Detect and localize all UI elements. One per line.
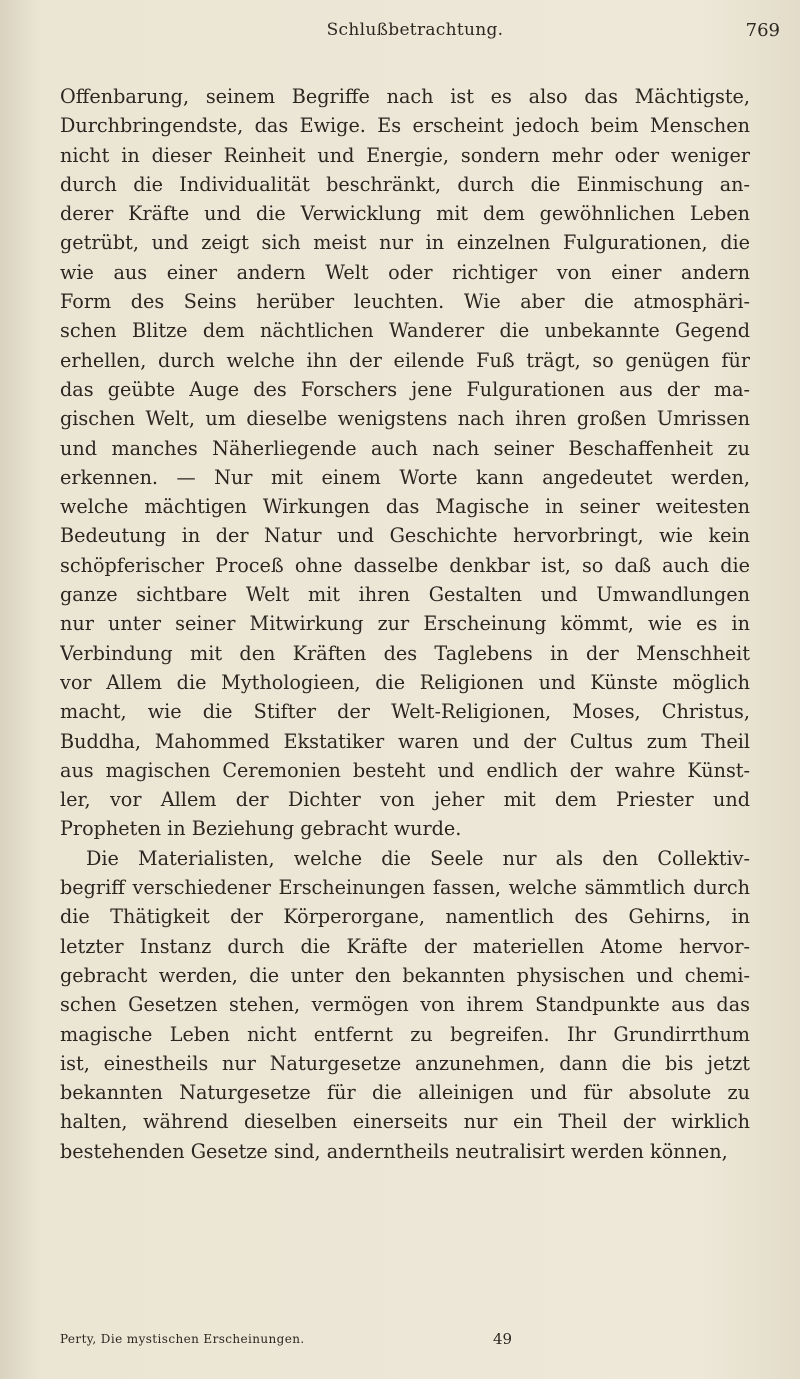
text-line: vor Allem die Mythologieen, die Religionen und Künste möglich	[60, 670, 750, 694]
text-line: das geübte Auge des Forschers jene Fulgurationen aus der ma-	[60, 377, 750, 401]
text-line: Bedeutung in der Natur und Geschichte hervorbringt, wie kein	[60, 524, 750, 548]
text-line: bekannten Naturgesetze für die alleinigen und für absolute zu	[60, 1081, 750, 1105]
text-line: welche mächtigen Wirkungen das Magische in seiner weitesten	[60, 495, 750, 519]
text-line: schen Blitze dem nächtlichen Wanderer die unbekannte Gegend	[60, 319, 750, 343]
text-line: erhellen, durch welche ihn der eilende Fuß trägt, so genügen für	[60, 348, 750, 372]
page-header	[90, 20, 780, 44]
text-line: wie aus einer andern Welt oder richtiger von einer andern	[60, 260, 750, 284]
text-line: erkennen. — Nur mit einem Worte kann angedeutet werden,	[60, 465, 750, 489]
text-line: ganze sichtbare Welt mit ihren Gestalten und Umwandlungen	[60, 583, 750, 607]
text-line: Propheten in Beziehung gebracht wurde.	[60, 817, 462, 841]
sheet-number: 49	[493, 1330, 513, 1348]
text-line: nur unter seiner Mitwirkung zur Erscheinung kömmt, wie es in	[60, 612, 750, 636]
text-line: nicht in dieser Reinheit und Energie, sondern mehr oder weniger	[60, 143, 750, 167]
text-line: getrübt, und zeigt sich meist nur in einzelnen Fulgurationen, die	[60, 231, 750, 255]
text-line: aus magischen Ceremonien besteht und endlich der wahre Künst-	[60, 758, 750, 782]
text-line: ler, vor Allem der Dichter von jeher mit dem Priester und	[60, 788, 750, 812]
page-footer	[60, 1330, 750, 1354]
text-line: letzter Instanz durch die Kräfte der materiellen Atome hervor-	[60, 934, 750, 958]
page-number: 769	[745, 20, 780, 41]
text-line: Verbindung mit den Kräften des Taglebens in der Menschheit	[60, 641, 750, 665]
text-line: macht, wie die Stifter der Welt-Religionen, Moses, Christus,	[60, 700, 750, 724]
text-line: schöpferischer Proceß ohne dasselbe denkbar ist, so daß auch die	[60, 553, 750, 577]
text-line: magische Leben nicht entfernt zu begreifen. Ihr Grundirrthum	[60, 1022, 750, 1046]
text-line: und manches Näherliegende auch nach seiner Beschaffenheit zu	[60, 436, 750, 460]
text-line: derer Kräfte und die Verwicklung mit dem gewöhnlichen Leben	[60, 202, 750, 226]
body-text	[60, 82, 750, 1166]
text-line: schen Gesetzen stehen, vermögen von ihrem Standpunkte aus das	[60, 993, 750, 1017]
text-line: Durchbringendste, das Ewige. Es erscheint jedoch beim Menschen	[60, 114, 750, 138]
text-line: Offenbarung, seinem Begriffe nach ist es also das Mächtigste,	[60, 85, 750, 108]
text-line: Die Materialisten, welche die Seele nur als den Collektiv-	[86, 846, 750, 870]
text-line: begriff verschiedener Erscheinungen fassen, welche sämmtlich durch	[60, 876, 750, 900]
text-line: Form des Seins herüber leuchten. Wie aber die atmosphäri-	[60, 290, 750, 314]
running-head: Schlußbetrachtung.	[326, 20, 504, 40]
text-line: gischen Welt, um dieselbe wenigstens nach ihren großen Umrissen	[60, 407, 750, 431]
text-line: die Thätigkeit der Körperorgane, namentlich des Gehirns, in	[60, 905, 750, 929]
text-line: ist, einestheils nur Naturgesetze anzunehmen, dann die bis jetzt	[60, 1051, 750, 1075]
text-line: gebracht werden, die unter den bekannten physischen und chemi-	[60, 963, 750, 987]
text-line: durch die Individualität beschränkt, durch die Einmischung an-	[60, 172, 750, 196]
text-line: Buddha, Mahommed Ekstatiker waren und der Cultus zum Theil	[60, 729, 750, 753]
printer-signature: Perty, Die mystischen Erscheinungen.	[60, 1332, 305, 1346]
text-line: halten, während dieselben einerseits nur ein Theil der wirklich	[60, 1110, 750, 1134]
text-line: bestehenden Gesetze sind, anderntheils neutralisirt werden können,	[60, 1139, 728, 1163]
